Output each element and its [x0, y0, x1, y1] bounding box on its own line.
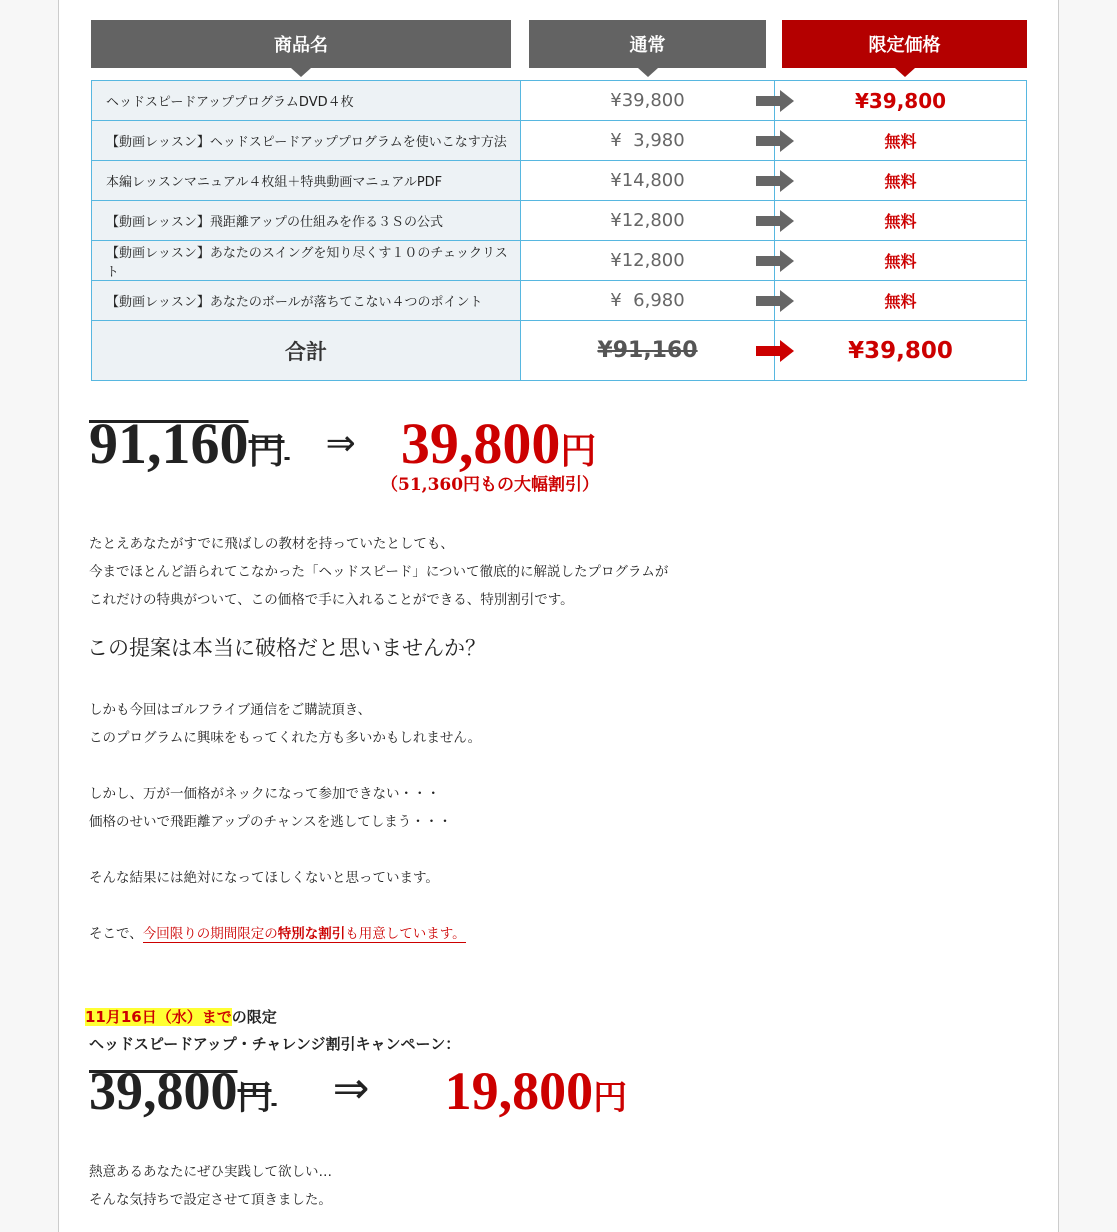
- new-price-yen: 円: [593, 1080, 628, 1117]
- table-row: [92, 81, 1026, 121]
- product-name: ヘッドスピードアッププログラムDVD４枚: [92, 81, 521, 120]
- right-arrow-icon: ⇒: [325, 423, 356, 464]
- discount-note: （51,360円もの大幅割引）: [381, 475, 600, 495]
- text-line: 価格のせいで飛距離アップのチャンスを逃してしまう・・・: [89, 814, 452, 830]
- paragraph-1: [89, 530, 668, 614]
- total-label: 合計: [92, 321, 521, 380]
- arrow-right-icon: [756, 290, 796, 312]
- paragraph-5: [89, 920, 466, 948]
- total-normal-price: ¥91,160: [597, 338, 698, 363]
- arrow-right-icon: [756, 170, 796, 192]
- limited-price: 無料: [884, 172, 917, 191]
- product-name: 【動画レッスン】あなたのボールが落ちてこない４つのポイント: [92, 281, 521, 320]
- table-row: [92, 241, 1026, 281]
- price-comparison-2: [89, 1060, 627, 1130]
- normal-price: ¥39,800: [610, 90, 685, 111]
- arrow-right-icon: [756, 250, 796, 272]
- special-discount-link[interactable]: [143, 926, 466, 943]
- campaign-date-suffix: の限定: [231, 1008, 277, 1026]
- paragraph-4: そんな結果には絶対になってほしくないと思っています。: [89, 870, 439, 886]
- campaign-date-highlight: 11月16日（水）まで: [85, 1008, 232, 1026]
- link-text: も用意しています。: [345, 926, 466, 942]
- limited-price: 無料: [884, 132, 917, 151]
- product-name: 【動画レッスン】あなたのスイングを知り尽くす１０のチェックリスト: [92, 241, 521, 280]
- table-row: [92, 161, 1026, 201]
- price-table: [91, 80, 1027, 381]
- header-limited-price: 限定価格: [782, 20, 1027, 68]
- campaign-title: ヘッドスピードアップ・チャレンジ割引キャンペーン：: [89, 1035, 461, 1053]
- product-name: 【動画レッスン】ヘッドスピードアッププログラムを使いこなす方法: [92, 121, 521, 160]
- table-total-row: [92, 321, 1026, 380]
- new-price-yen: 円: [560, 431, 597, 471]
- product-name: 本編レッスンマニュアル４枚組＋特典動画マニュアルPDF: [92, 161, 521, 200]
- normal-price-cell: [521, 241, 775, 280]
- paragraph-3: [89, 780, 452, 836]
- text-prefix: そこで、: [89, 926, 143, 942]
- normal-price: ¥14,800: [610, 170, 685, 191]
- link-text-bold: 特別な割引: [277, 926, 346, 942]
- limited-price: 無料: [884, 292, 917, 311]
- table-row: [92, 121, 1026, 161]
- normal-price-cell: [521, 81, 775, 120]
- total-normal-cell: [521, 321, 775, 380]
- table-row: [92, 201, 1026, 241]
- limited-price: 無料: [884, 252, 917, 271]
- header-normal-price: 通常: [529, 20, 766, 68]
- text-line: しかし、万が一価格がネックになって参加できない・・・: [89, 786, 440, 802]
- text-line: このプログラムに興味をもってくれた方も多いかもしれません。: [89, 730, 482, 746]
- text-line: 今までほとんど語られてこなかった「ヘッドスピード」について徹底的に解説したプログラムが: [89, 564, 669, 580]
- section-heading: この提案は本当に破格だと思いませんか？: [87, 636, 486, 660]
- old-price-yen: 円: [248, 431, 285, 471]
- normal-price-cell: [521, 121, 775, 160]
- normal-price: ¥12,800: [610, 250, 685, 271]
- paragraph-6: [89, 1158, 332, 1214]
- new-price-number: 19,800: [444, 1061, 594, 1121]
- normal-price: ¥ 3,980: [610, 130, 685, 151]
- normal-price-cell: [521, 161, 775, 200]
- product-name: 【動画レッスン】飛距離アップの仕組みを作る３Ｓの公式: [92, 201, 521, 240]
- campaign-date: [85, 1005, 277, 1029]
- text-line: これだけの特典がついて、この価格で手に入れることができる、特別割引です。: [89, 592, 574, 608]
- old-price: [89, 1061, 277, 1121]
- paragraph-2: [89, 696, 481, 752]
- old-price: [89, 411, 290, 476]
- text-line: そんな気持ちで設定させて頂きました。: [89, 1192, 332, 1208]
- normal-price: ¥12,800: [610, 210, 685, 231]
- arrow-right-icon: [756, 210, 796, 232]
- old-price-number: 91,160: [89, 411, 249, 476]
- arrow-right-icon: [756, 340, 796, 362]
- right-arrow-icon: ⇒: [332, 1063, 370, 1114]
- table-row: [92, 281, 1026, 321]
- old-price-yen: 円: [237, 1080, 272, 1117]
- limited-price: ¥39,800: [854, 88, 947, 113]
- header-product-name: 商品名: [91, 20, 511, 68]
- arrow-right-icon: [756, 90, 796, 112]
- new-price-number: 39,800: [400, 411, 561, 476]
- text-line: 熱意あるあなたにぜひ実践して欲しい…: [89, 1164, 332, 1180]
- link-text: 今回限りの期間限定の: [142, 926, 278, 942]
- normal-price-cell: [521, 201, 775, 240]
- content-area: [58, 0, 1059, 1232]
- normal-price-cell: [521, 281, 775, 320]
- text-line: しかも今回はゴルフライブ通信をご購読頂き、: [89, 702, 372, 718]
- old-price-number: 39,800: [89, 1061, 238, 1121]
- arrow-right-icon: [756, 130, 796, 152]
- total-limited-price: ¥39,800: [848, 337, 953, 364]
- normal-price: ¥ 6,980: [610, 290, 685, 311]
- limited-price: 無料: [884, 212, 917, 231]
- text-line: たとえあなたがすでに飛ばしの教材を持っていたとしても、: [89, 536, 454, 552]
